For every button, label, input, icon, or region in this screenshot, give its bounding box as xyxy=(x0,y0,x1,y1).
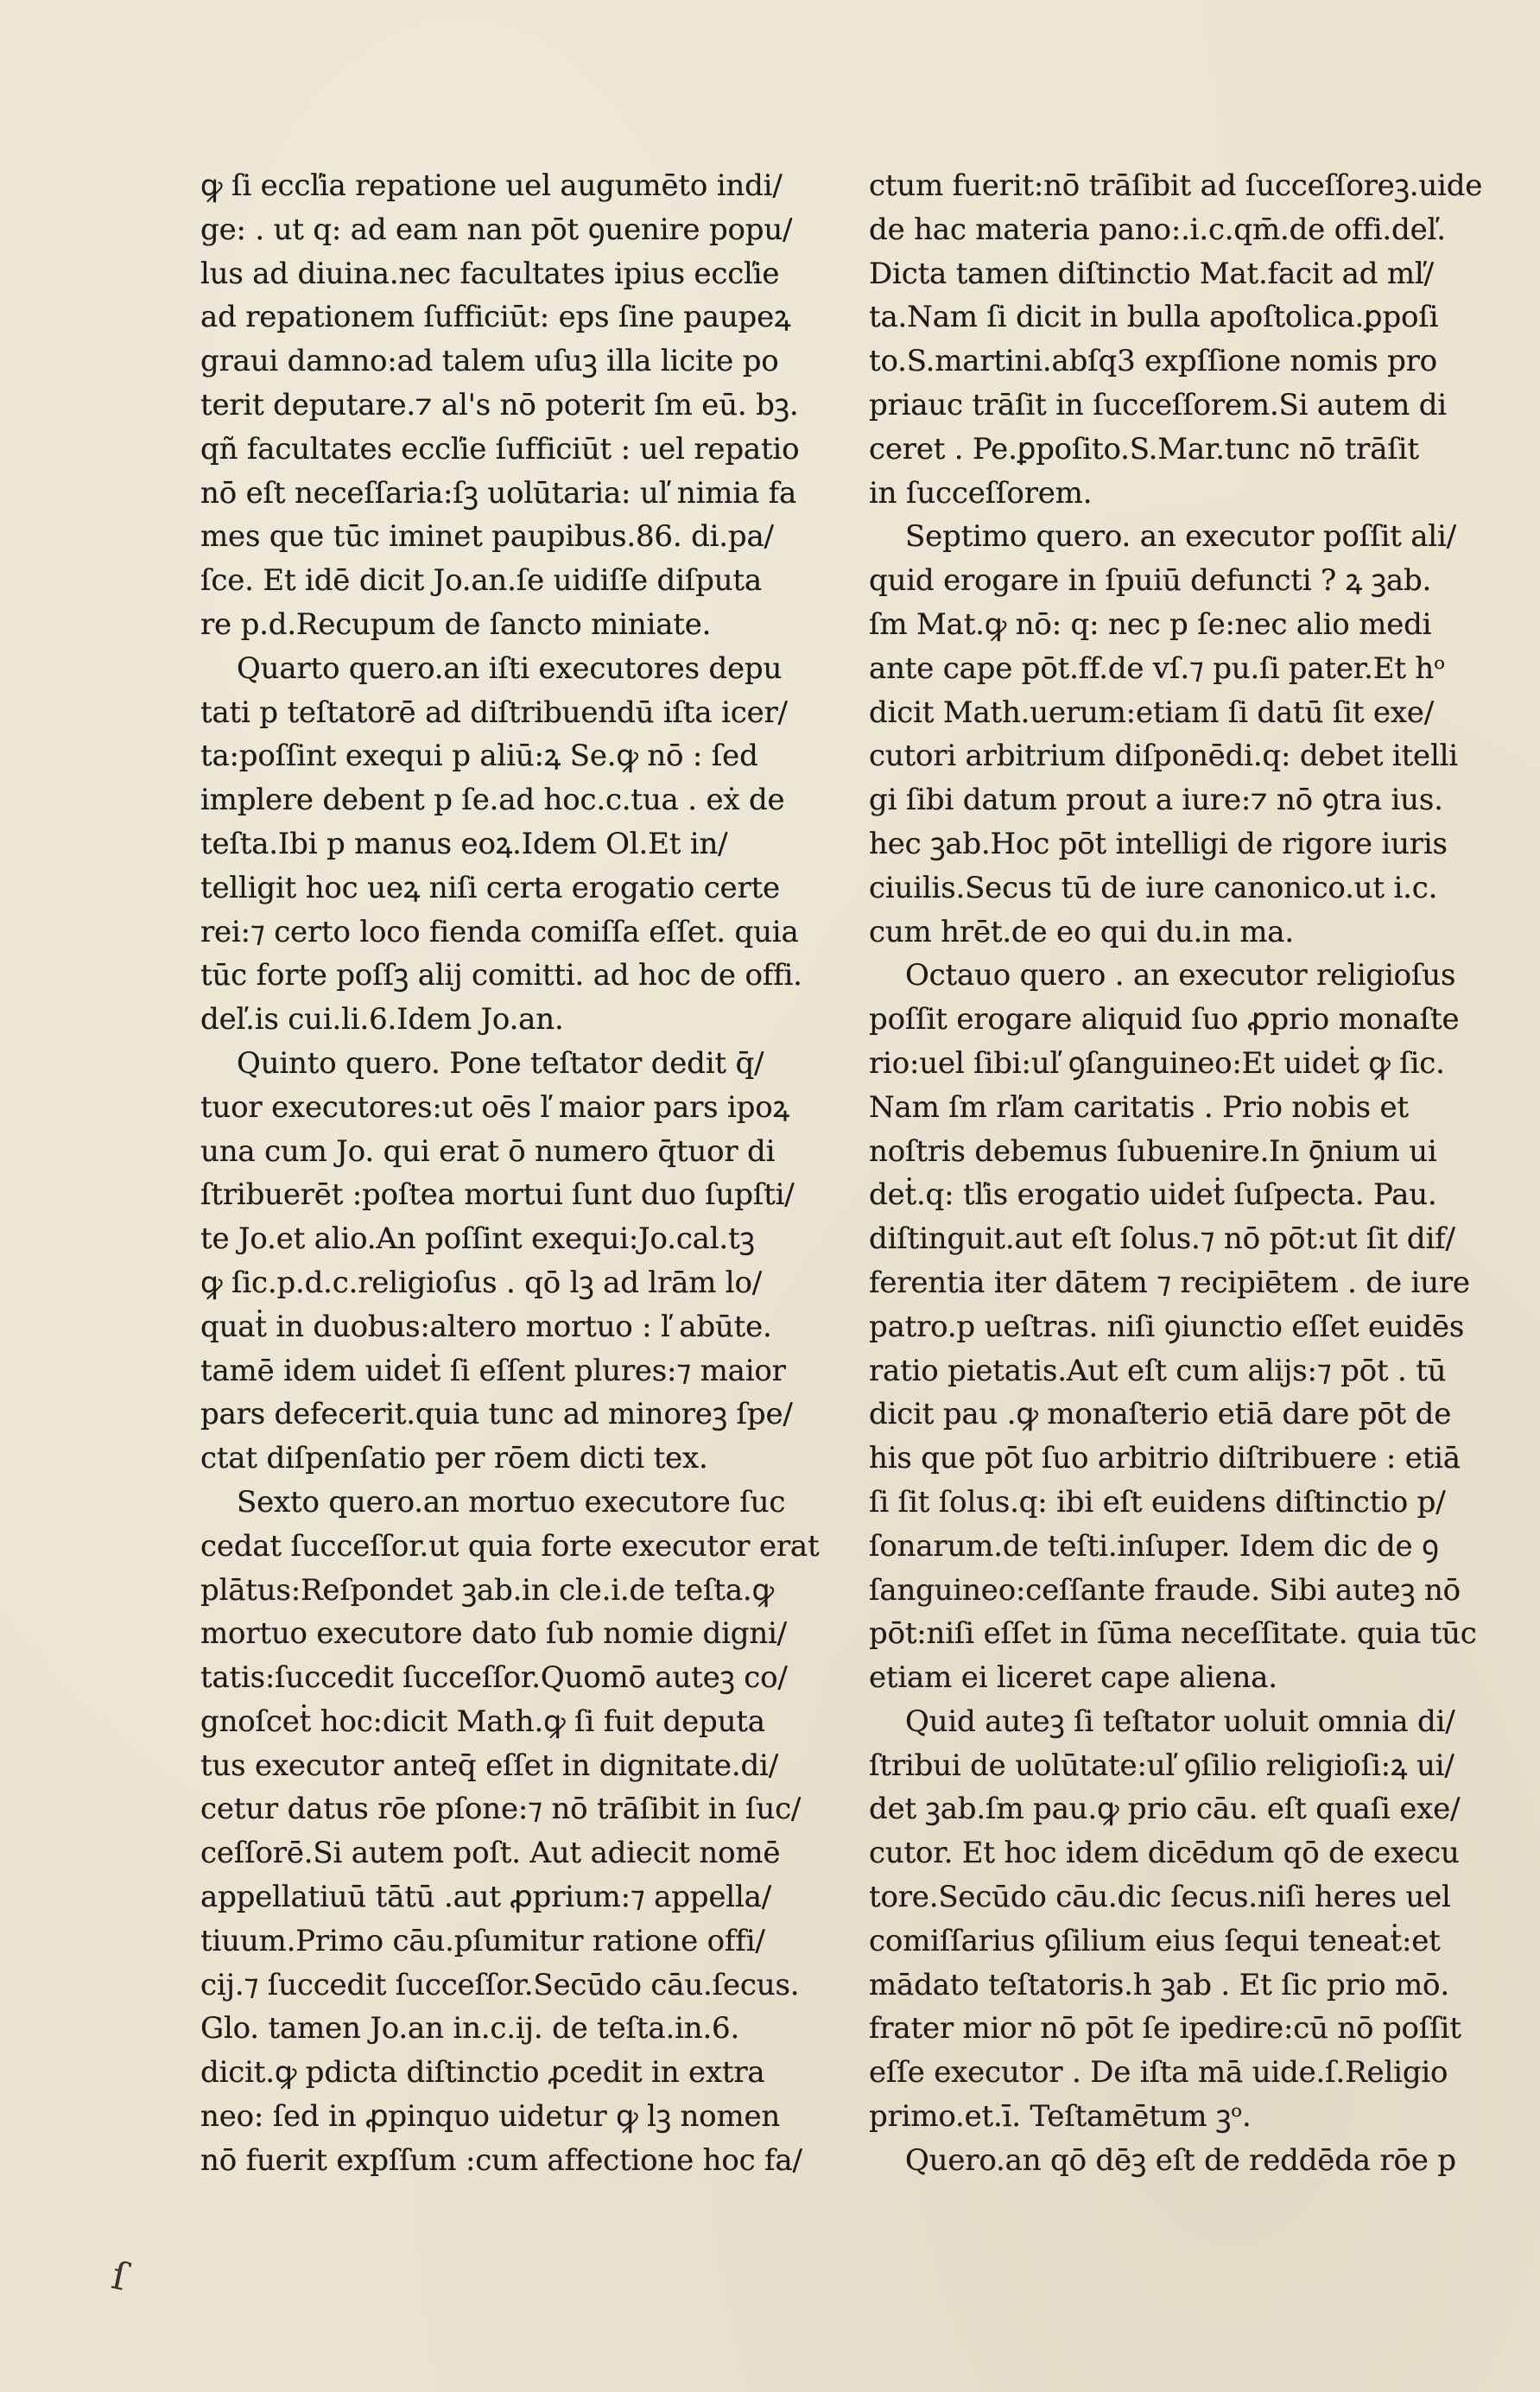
left-text-column xyxy=(200,164,831,2183)
text-line: rei:⁊ certo loco fienda comiſſa eſſet. quia xyxy=(200,914,799,949)
text-line: ferentia iter dātem ⁊ recipiētem . de iure xyxy=(869,1265,1470,1300)
text-line: gnoſceṫ hoc:dicit Math.ꝙ ſi fuit deputa xyxy=(200,1704,765,1739)
text-line: re p.d.Recupum de ſancto miniate. xyxy=(200,606,712,642)
text-line: poſſit erogare aliquid ſuo ꝓprio monaſte xyxy=(869,1002,1460,1037)
text-line: terit deputare.⁊ al's nō poterit ſm eū. bꝫ. xyxy=(200,387,799,422)
text-line: cutori arbitrium diſponēdi.q: debet itelli xyxy=(869,739,1458,774)
text-line: Octauo quero . an executor religioſus xyxy=(905,958,1456,993)
text-line: ſanguineo:ceſſante fraude. Sibi auteꝫ nō xyxy=(869,1572,1461,1608)
text-line: cum hrēt.de eo qui du.in ma. xyxy=(869,914,1294,949)
text-line: appellatiuū tātū .aut ꝓprium:⁊ appella/ xyxy=(200,1880,771,1915)
text-line: mes que tūc iminet paupibus.86. di.pa/ xyxy=(200,519,774,555)
text-line: quaṫ in duobus:altero mortuo : ľ abūte. xyxy=(200,1309,772,1344)
text-line: tore.Secūdo cāu.dic ſecus.niſi heres uel xyxy=(869,1880,1451,1915)
text-line: tus executor anteq̄ eſſet in dignitate.di/ xyxy=(200,1748,778,1783)
text-line: cij.⁊ ſuccedit ſucceſſor.Secūdo cāu.ſecus. xyxy=(200,1967,800,2002)
text-line: ſce. Et idē dicit Jo.an.ſe uidiſſe diſputa xyxy=(200,563,762,599)
text-line: tatis:ſuccedit ſucceſſor.Quomō auteꝫ co/ xyxy=(200,1660,788,1696)
text-line: ciuilis.Secus tū de iure canonico.ut i.c. xyxy=(869,870,1438,905)
text-line: deṫ.q: tľis erogatio uideṫ ſuſpecta. Pau. xyxy=(869,1177,1437,1213)
text-line: tiuum.Primo cāu.pſumitur ratione offi/ xyxy=(200,1923,765,1958)
text-line: telligit hoc ueꝝ niſi certa erogatio certe xyxy=(200,870,780,905)
text-line: de hac materia pano:.i.c.qm̄.de offi.deľ. xyxy=(869,212,1446,247)
text-line: mortuo executore dato ſub nomie digni/ xyxy=(200,1616,787,1652)
text-line: tuor executores:ut oēs ľ maior pars ipoꝝ xyxy=(200,1089,789,1125)
text-line: tūc forte poſſꝫ alij comitti. ad hoc de offi. xyxy=(200,958,802,993)
text-line: Nam ſm rľam caritatis . Prio nobis et xyxy=(869,1089,1409,1125)
text-line: tati p teſtatorē ad diſtribuendū iſta icer/ xyxy=(200,695,788,730)
text-line: cetur datus rōe pſone:⁊ nō trāſibit in ſuc/ xyxy=(200,1792,802,1827)
text-line: Septimo quero. an executor poſſit ali/ xyxy=(905,519,1456,555)
text-line: quid erogare in ſpuiū defuncti ? ꝝ ꝫab. xyxy=(869,563,1432,599)
text-line: diſtinguit.aut eſt ſolus.⁊ nō pōt:ut ſit dif/ xyxy=(869,1221,1455,1257)
text-line: his que pōt ſuo arbitrio diſtribuere : etiā xyxy=(869,1441,1461,1476)
text-line: ta:poſſint exequi p aliū:ꝝ Se.ꝙ nō : ſed xyxy=(200,739,758,774)
text-line: implere debent p ſe.ad hoc.c.tua . eẋ de xyxy=(200,783,785,818)
text-line: frater mior nō pōt ſe ipedire:cū nō poſſit xyxy=(869,2011,1461,2046)
text-line: deľ.is cui.li.6.Idem Jo.an. xyxy=(200,1002,564,1037)
text-line: mādato teſtatoris.h ꝫab . Et ſic prio mō. xyxy=(869,1967,1449,2002)
text-line: hec ꝫab.Hoc pōt intelligi de rigore iuris xyxy=(869,826,1448,861)
text-line: ceret . Pe.ꝑpoſito.S.Mar.tunc nō trāſit xyxy=(869,431,1419,466)
text-line: Quarto quero.an iſti executores depu xyxy=(237,650,783,686)
right-text-column xyxy=(869,164,1499,2183)
text-line: noſtris debemus ſubuenire.In ꝯ̄nium ui xyxy=(869,1133,1437,1169)
text-line: comiſſarius ꝯſilium eius ſequi teneaṫ:et xyxy=(869,1923,1441,1958)
text-line: ſtribuerēt :poſtea mortui ſunt duo ſupſti/ xyxy=(200,1177,795,1213)
text-line: ctat diſpenſatio per rōem dicti tex. xyxy=(200,1441,708,1476)
text-line: Glo. tamen Jo.an in.c.ij. de teſta.in.6. xyxy=(200,2011,740,2046)
text-line: ta.Nam ſi dicit in bulla apoſtolica.ꝑpoſi xyxy=(869,300,1439,335)
text-line: nō fuerit expſſum :cum affectione hoc fa/ xyxy=(200,2142,802,2178)
text-line: ceſſorē.Si autem poſt. Aut adiecit nomē xyxy=(200,1836,781,1871)
margin-mark: ſ xyxy=(107,2253,131,2300)
text-line: lus ad diuina.nec facultates ipius eccľie xyxy=(200,256,780,291)
text-line: ꝙ ſic.p.d.c.religioſus . qō lꝫ ad lrām lo/ xyxy=(200,1265,763,1300)
text-line: ſonarum.de teſti.inſuper. Idem dic de ꝯ xyxy=(869,1528,1439,1564)
text-line: neo: ſed in ꝓpinquo uidetur ꝙ lꝫ nomen xyxy=(200,2099,781,2135)
text-line: to.S.martini.abſq3 expſſione nomis pro xyxy=(869,344,1437,379)
text-line: Quinto quero. Pone teſtator dedit q̄/ xyxy=(237,1045,764,1081)
text-line: primo.et.ī. Teſtamētum ꝫᵒ. xyxy=(869,2099,1252,2135)
text-line: una cum Jo. qui erat ō numero q̄tuor di xyxy=(200,1133,776,1169)
text-line: cutor. Et hoc idem dicēdum qō de execu xyxy=(869,1836,1460,1871)
text-line: det ꝫab.ſm pau.ꝙ prio cāu. eſt quaſi exe/ xyxy=(869,1792,1461,1827)
text-line: cedat ſucceſſor.ut quia forte executor erat xyxy=(200,1528,820,1564)
text-line: ad repationem ſufficiūt: eps ſine paupeꝝ xyxy=(200,300,791,335)
text-line: pōt:niſi eſſet in ſūma neceſſitate. quia tūc xyxy=(869,1616,1477,1652)
text-line: te Jo.et alio.An poſſint exequi:Jo.cal.tꝫ xyxy=(200,1221,755,1257)
text-line: Dicta tamen diſtinctio Mat.facit ad mľ/ xyxy=(869,256,1434,291)
text-line: dicit.ꝙ pdicta diſtinctio ꝓcedit in extra xyxy=(200,2055,765,2091)
text-line: teſta.Ibi p manus eoꝝ.Idem Ol.Et in/ xyxy=(200,826,728,861)
text-line: ratio pietatis.Aut eſt cum alijs:⁊ pōt . tū xyxy=(869,1353,1447,1388)
text-line: ſi ſit ſolus.q: ibi eſt euidens diſtinctio p/ xyxy=(869,1484,1446,1520)
text-line: etiam ei liceret cape aliena. xyxy=(869,1660,1277,1696)
text-line: tamē idem uideṫ ſi eſſent plures:⁊ maior xyxy=(200,1353,786,1388)
text-line: plātus:Reſpondet ꝫab.in cle.i.de teſta.ꝙ xyxy=(200,1572,774,1608)
text-line: nō eſt neceſſaria:ſꝫ uolūtaria: uľ nimia fa xyxy=(200,475,797,511)
text-line: graui damno:ad talem uſuꝫ illa licite po xyxy=(200,344,779,379)
text-line: ante cape pōt.ff.de vſ.⁊ pu.ſi pater.Et hᵒ xyxy=(869,650,1446,686)
text-line: dicit Math.uerum:etiam ſi datū ſit exe/ xyxy=(869,695,1434,730)
text-line: Quid auteꝫ ſi teſtator uoluit omnia di/ xyxy=(905,1704,1455,1739)
text-line: qñ facultates eccľie ſufficiūt : uel repatio xyxy=(200,431,800,466)
text-line: ſtribui de uolūtate:uľ ꝯſilio religioſi:ꝝ ui/ xyxy=(869,1748,1454,1783)
text-line: ctum fuerit:nō trāſibit ad ſucceſſoreꝫ.uide xyxy=(869,168,1483,203)
text-line: dicit pau .ꝙ monaſterio etiā dare pōt de xyxy=(869,1397,1452,1432)
text-line: rio:uel ſibi:uľ ꝯſanguineo:Et uideṫ ꝙ ſic. xyxy=(869,1045,1445,1081)
text-line: eſſe executor . De iſta mā uide.ſ.Religio xyxy=(869,2055,1448,2091)
text-line: ꝙ ſi eccľia repatione uel augumēto indi/ xyxy=(200,168,783,203)
text-line: in ſucceſſorem. xyxy=(869,475,1093,511)
text-line: Quero.an qō dēꝫ eſt de reddēda rōe p xyxy=(905,2142,1456,2178)
text-line: gi ſibi datum prout a iure:⁊ nō ꝯtra ius. xyxy=(869,783,1443,818)
text-line: Sexto quero.an mortuo executore ſuc xyxy=(237,1484,786,1520)
text-line: pars defecerit.quia tunc ad minoreꝫ ſpe/ xyxy=(200,1397,793,1432)
text-line: ge: . ut q: ad eam nan pōt ꝯuenire popu/ xyxy=(200,212,793,247)
text-line: priauc trāſit in ſucceſſorem.Si autem di xyxy=(869,387,1447,422)
text-line: patro.p ueſtras. niſi ꝯiunctio eſſet euidēs xyxy=(869,1309,1465,1344)
text-line: ſm Mat.ꝙ nō: q: nec p ſe:nec alio medi xyxy=(869,606,1432,642)
